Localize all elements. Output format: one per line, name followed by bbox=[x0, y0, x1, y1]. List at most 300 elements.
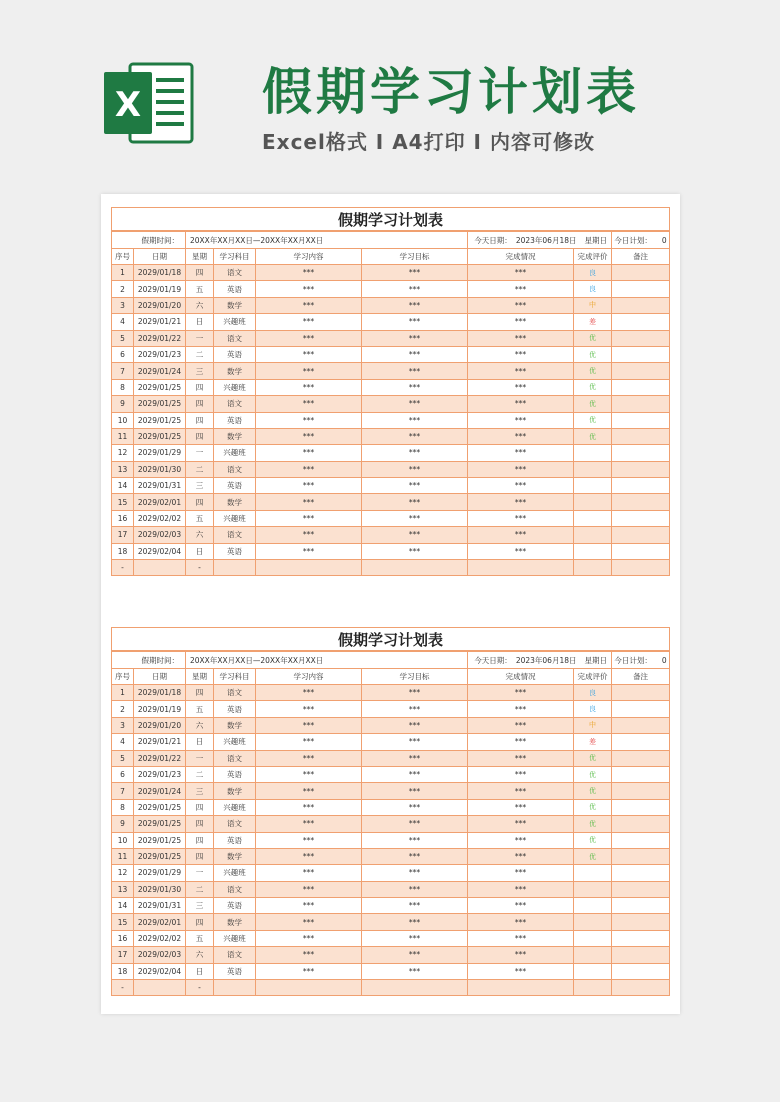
cell-date: 2029/01/21 bbox=[134, 314, 186, 330]
cell-weekday: 二 bbox=[186, 766, 214, 782]
cell-goal: *** bbox=[362, 281, 468, 297]
cell-goal: *** bbox=[362, 848, 468, 864]
table-row bbox=[112, 930, 670, 946]
cell-note bbox=[612, 379, 670, 395]
today-plan-label: 今日计划： bbox=[614, 235, 652, 245]
cell-seq: 2 bbox=[112, 701, 134, 717]
page-subtitle: Excel格式 I A4打印 I 内容可修改 bbox=[262, 130, 595, 154]
cell-goal: *** bbox=[362, 346, 468, 362]
cell-note bbox=[612, 816, 670, 832]
cell-weekday: 六 bbox=[186, 717, 214, 733]
table-row bbox=[112, 297, 670, 313]
cell-seq: 18 bbox=[112, 543, 134, 559]
cell-date: 2029/01/20 bbox=[134, 717, 186, 733]
cell-subject: 兴趣班 bbox=[214, 734, 256, 750]
cell-weekday: 一 bbox=[186, 750, 214, 766]
cell-content: *** bbox=[256, 750, 362, 766]
cell-date: 2029/02/02 bbox=[134, 510, 186, 526]
cell-status: *** bbox=[468, 428, 574, 444]
cell-weekday: 三 bbox=[186, 363, 214, 379]
cell-weekday: 六 bbox=[186, 947, 214, 963]
cell-weekday: - bbox=[186, 560, 214, 576]
cell-status: *** bbox=[468, 363, 574, 379]
cell-seq: 16 bbox=[112, 510, 134, 526]
cell-content: *** bbox=[256, 543, 362, 559]
cell-subject: 兴趣班 bbox=[214, 930, 256, 946]
cell-goal: *** bbox=[362, 947, 468, 963]
cell-date: 2029/01/24 bbox=[134, 783, 186, 799]
cell-date: 2029/01/29 bbox=[134, 445, 186, 461]
table-row bbox=[112, 445, 670, 461]
cell-rating: 优 bbox=[574, 330, 612, 346]
table-row bbox=[112, 560, 670, 576]
cell-rating bbox=[574, 478, 612, 494]
cell-date: 2029/01/23 bbox=[134, 346, 186, 362]
cell-note bbox=[612, 963, 670, 979]
table-row bbox=[112, 510, 670, 526]
cell-subject: 语文 bbox=[214, 947, 256, 963]
cell-weekday: 四 bbox=[186, 494, 214, 510]
cell-goal: *** bbox=[362, 685, 468, 701]
cell-weekday: 三 bbox=[186, 783, 214, 799]
cell-status bbox=[468, 560, 574, 576]
cell-seq: 17 bbox=[112, 947, 134, 963]
cell-content: *** bbox=[256, 717, 362, 733]
cell-status: *** bbox=[468, 281, 574, 297]
cell-subject: 兴趣班 bbox=[214, 445, 256, 461]
cell-seq: 6 bbox=[112, 346, 134, 362]
cell-subject: 英语 bbox=[214, 832, 256, 848]
table-row bbox=[112, 881, 670, 897]
cell-date: 2029/01/23 bbox=[134, 766, 186, 782]
cell-note bbox=[612, 701, 670, 717]
cell-date: 2029/01/29 bbox=[134, 865, 186, 881]
cell-seq: 13 bbox=[112, 461, 134, 477]
column-header-subject: 学习科目 bbox=[214, 669, 256, 685]
cell-date: 2029/02/04 bbox=[134, 963, 186, 979]
cell-seq: 18 bbox=[112, 963, 134, 979]
cell-seq: 3 bbox=[112, 717, 134, 733]
cell-status: *** bbox=[468, 947, 574, 963]
cell-status: *** bbox=[468, 963, 574, 979]
table-row bbox=[112, 832, 670, 848]
cell-weekday: 四 bbox=[186, 816, 214, 832]
cell-goal: *** bbox=[362, 914, 468, 930]
cell-rating bbox=[574, 963, 612, 979]
cell-goal: *** bbox=[362, 832, 468, 848]
cell-rating bbox=[574, 527, 612, 543]
cell-rating: 优 bbox=[574, 750, 612, 766]
cell-seq: 10 bbox=[112, 832, 134, 848]
cell-subject: 英语 bbox=[214, 412, 256, 428]
excel-logo-icon bbox=[100, 58, 196, 148]
table-row bbox=[112, 750, 670, 766]
cell-note bbox=[612, 314, 670, 330]
cell-goal: *** bbox=[362, 363, 468, 379]
column-header-goal: 学习目标 bbox=[362, 669, 468, 685]
cell-goal: *** bbox=[362, 881, 468, 897]
cell-weekday: 四 bbox=[186, 914, 214, 930]
cell-goal: *** bbox=[362, 445, 468, 461]
cell-content: *** bbox=[256, 799, 362, 815]
cell-note bbox=[612, 510, 670, 526]
cell-status bbox=[468, 980, 574, 996]
cell-goal: *** bbox=[362, 314, 468, 330]
column-header-subject: 学习科目 bbox=[214, 249, 256, 265]
table-row bbox=[112, 527, 670, 543]
cell-goal: *** bbox=[362, 783, 468, 799]
today-label: 今天日期： bbox=[474, 235, 512, 245]
table-row bbox=[112, 734, 670, 750]
cell-status: *** bbox=[468, 379, 574, 395]
cell-weekday: 五 bbox=[186, 930, 214, 946]
cell-seq: 8 bbox=[112, 799, 134, 815]
cell-note bbox=[612, 914, 670, 930]
cell-content: *** bbox=[256, 478, 362, 494]
cell-note bbox=[612, 930, 670, 946]
cell-goal: *** bbox=[362, 510, 468, 526]
cell-subject: 语文 bbox=[214, 750, 256, 766]
column-header-seq: 序号 bbox=[112, 249, 134, 265]
cell-status: *** bbox=[468, 701, 574, 717]
cell-weekday: 四 bbox=[186, 412, 214, 428]
cell-goal: *** bbox=[362, 717, 468, 733]
plan-sheet-2 bbox=[111, 627, 669, 996]
cell-content: *** bbox=[256, 734, 362, 750]
cell-weekday: 五 bbox=[186, 510, 214, 526]
cell-content: *** bbox=[256, 445, 362, 461]
cell-goal: *** bbox=[362, 330, 468, 346]
cell-weekday: 三 bbox=[186, 478, 214, 494]
cell-rating bbox=[574, 494, 612, 510]
cell-subject: 兴趣班 bbox=[214, 379, 256, 395]
cell-rating: 中 bbox=[574, 297, 612, 313]
cell-seq: 5 bbox=[112, 330, 134, 346]
today-plan-cell bbox=[612, 651, 670, 669]
cell-goal: *** bbox=[362, 412, 468, 428]
cell-note bbox=[612, 766, 670, 782]
cell-content: *** bbox=[256, 766, 362, 782]
cell-content: *** bbox=[256, 783, 362, 799]
cell-weekday: 一 bbox=[186, 330, 214, 346]
cell-content: *** bbox=[256, 494, 362, 510]
cell-content: *** bbox=[256, 297, 362, 313]
column-header-note: 备注 bbox=[612, 669, 670, 685]
cell-weekday: 五 bbox=[186, 701, 214, 717]
table-row bbox=[112, 478, 670, 494]
cell-goal: *** bbox=[362, 494, 468, 510]
cell-seq: 8 bbox=[112, 379, 134, 395]
cell-date: 2029/01/25 bbox=[134, 848, 186, 864]
cell-note bbox=[612, 881, 670, 897]
logo-letter: X bbox=[114, 85, 142, 125]
today-plan-value: 0 bbox=[661, 655, 667, 665]
table-row bbox=[112, 898, 670, 914]
column-header-rating: 完成评价 bbox=[574, 669, 612, 685]
cell-status: *** bbox=[468, 848, 574, 864]
cell-subject: 数学 bbox=[214, 428, 256, 444]
cell-rating: 良 bbox=[574, 685, 612, 701]
cell-subject: 兴趣班 bbox=[214, 314, 256, 330]
cell-goal: *** bbox=[362, 461, 468, 477]
cell-weekday: 日 bbox=[186, 314, 214, 330]
cell-subject: 语文 bbox=[214, 685, 256, 701]
cell-status: *** bbox=[468, 396, 574, 412]
cell-rating bbox=[574, 445, 612, 461]
table-row bbox=[112, 461, 670, 477]
column-header-seq: 序号 bbox=[112, 669, 134, 685]
cell-status: *** bbox=[468, 685, 574, 701]
cell-note bbox=[612, 297, 670, 313]
cell-content bbox=[256, 560, 362, 576]
cell-seq: 11 bbox=[112, 848, 134, 864]
cell-rating: 优 bbox=[574, 848, 612, 864]
cell-seq: 14 bbox=[112, 898, 134, 914]
cell-seq: 7 bbox=[112, 363, 134, 379]
cell-goal bbox=[362, 560, 468, 576]
column-header-note: 备注 bbox=[612, 249, 670, 265]
cell-goal: *** bbox=[362, 379, 468, 395]
cell-content: *** bbox=[256, 330, 362, 346]
table-row bbox=[112, 314, 670, 330]
cell-note bbox=[612, 412, 670, 428]
cell-date: 2029/02/02 bbox=[134, 930, 186, 946]
today-value: 2023年06月18日 bbox=[515, 235, 577, 245]
cell-weekday: 六 bbox=[186, 297, 214, 313]
cell-status: *** bbox=[468, 832, 574, 848]
cell-content: *** bbox=[256, 701, 362, 717]
cell-seq: 17 bbox=[112, 527, 134, 543]
cell-note bbox=[612, 865, 670, 881]
today-plan-label: 今日计划： bbox=[614, 655, 652, 665]
cell-content: *** bbox=[256, 346, 362, 362]
cell-weekday: 一 bbox=[186, 865, 214, 881]
today-date-cell bbox=[468, 651, 612, 669]
cell-rating: 差 bbox=[574, 734, 612, 750]
column-header-goal: 学习目标 bbox=[362, 249, 468, 265]
cell-rating: 中 bbox=[574, 717, 612, 733]
cell-status: *** bbox=[468, 346, 574, 362]
cell-goal: *** bbox=[362, 799, 468, 815]
cell-status: *** bbox=[468, 478, 574, 494]
today-date-cell bbox=[468, 231, 612, 249]
cell-seq: 3 bbox=[112, 297, 134, 313]
cell-subject: 英语 bbox=[214, 963, 256, 979]
cell-content: *** bbox=[256, 848, 362, 864]
cell-status: *** bbox=[468, 461, 574, 477]
cell-date: 2029/01/22 bbox=[134, 330, 186, 346]
cell-content: *** bbox=[256, 881, 362, 897]
table-row bbox=[112, 947, 670, 963]
weekday-value: 星期日 bbox=[584, 655, 607, 665]
cell-rating: 优 bbox=[574, 799, 612, 815]
cell-content: *** bbox=[256, 379, 362, 395]
banner-header bbox=[0, 0, 780, 190]
cell-subject: 数学 bbox=[214, 914, 256, 930]
cell-seq: - bbox=[112, 560, 134, 576]
cell-content: *** bbox=[256, 412, 362, 428]
cell-rating: 差 bbox=[574, 314, 612, 330]
cell-rating bbox=[574, 560, 612, 576]
cell-status: *** bbox=[468, 543, 574, 559]
cell-content: *** bbox=[256, 914, 362, 930]
cell-seq: 6 bbox=[112, 766, 134, 782]
table-row bbox=[112, 865, 670, 881]
cell-subject: 语文 bbox=[214, 330, 256, 346]
today-plan-value: 0 bbox=[661, 235, 667, 245]
cell-weekday: 四 bbox=[186, 379, 214, 395]
cell-date: 2029/01/25 bbox=[134, 396, 186, 412]
cell-status: *** bbox=[468, 898, 574, 914]
cell-date: 2029/01/19 bbox=[134, 701, 186, 717]
cell-seq: 10 bbox=[112, 412, 134, 428]
cell-status: *** bbox=[468, 750, 574, 766]
cell-rating bbox=[574, 930, 612, 946]
cell-note bbox=[612, 734, 670, 750]
cell-date: 2029/01/18 bbox=[134, 265, 186, 281]
sheet-title: 假期学习计划表 bbox=[112, 208, 670, 232]
cell-status: *** bbox=[468, 914, 574, 930]
cell-weekday: 四 bbox=[186, 265, 214, 281]
cell-seq: 1 bbox=[112, 265, 134, 281]
page-title: 假期学习计划表 bbox=[262, 63, 640, 121]
cell-rating bbox=[574, 461, 612, 477]
weekday-value: 星期日 bbox=[584, 235, 607, 245]
cell-content: *** bbox=[256, 816, 362, 832]
cell-rating: 优 bbox=[574, 346, 612, 362]
cell-date: 2029/01/25 bbox=[134, 799, 186, 815]
cell-status: *** bbox=[468, 445, 574, 461]
table-row bbox=[112, 396, 670, 412]
cell-rating bbox=[574, 543, 612, 559]
cell-content: *** bbox=[256, 363, 362, 379]
cell-goal: *** bbox=[362, 865, 468, 881]
cell-rating: 优 bbox=[574, 363, 612, 379]
cell-rating: 良 bbox=[574, 281, 612, 297]
cell-status: *** bbox=[468, 865, 574, 881]
cell-status: *** bbox=[468, 510, 574, 526]
cell-rating bbox=[574, 865, 612, 881]
cell-note bbox=[612, 494, 670, 510]
cell-weekday: 日 bbox=[186, 543, 214, 559]
cell-note bbox=[612, 396, 670, 412]
cell-note bbox=[612, 428, 670, 444]
cell-date: 2029/01/25 bbox=[134, 832, 186, 848]
cell-weekday: 四 bbox=[186, 848, 214, 864]
table-row bbox=[112, 281, 670, 297]
cell-weekday: 一 bbox=[186, 445, 214, 461]
cell-subject: 语文 bbox=[214, 265, 256, 281]
cell-subject: 语文 bbox=[214, 461, 256, 477]
cell-rating: 优 bbox=[574, 396, 612, 412]
cell-goal: *** bbox=[362, 297, 468, 313]
cell-weekday: 日 bbox=[186, 963, 214, 979]
table-row bbox=[112, 379, 670, 395]
cell-content: *** bbox=[256, 947, 362, 963]
table-row bbox=[112, 412, 670, 428]
cell-seq: 15 bbox=[112, 914, 134, 930]
cell-date: 2029/01/25 bbox=[134, 379, 186, 395]
cell-subject: 语文 bbox=[214, 527, 256, 543]
column-header-content: 学习内容 bbox=[256, 249, 362, 265]
table-row bbox=[112, 914, 670, 930]
cell-subject: 兴趣班 bbox=[214, 865, 256, 881]
cell-status: *** bbox=[468, 717, 574, 733]
cell-goal: *** bbox=[362, 396, 468, 412]
cell-note bbox=[612, 445, 670, 461]
cell-goal: *** bbox=[362, 750, 468, 766]
cell-weekday: 二 bbox=[186, 346, 214, 362]
cell-seq: 5 bbox=[112, 750, 134, 766]
sheet-title: 假期学习计划表 bbox=[112, 628, 670, 652]
cell-seq: 11 bbox=[112, 428, 134, 444]
cell-seq: 14 bbox=[112, 478, 134, 494]
cell-date: 2029/01/30 bbox=[134, 881, 186, 897]
cell-status: *** bbox=[468, 314, 574, 330]
cell-rating bbox=[574, 881, 612, 897]
plan-sheet-1 bbox=[111, 207, 669, 576]
cell-subject: 语文 bbox=[214, 881, 256, 897]
cell-goal: *** bbox=[362, 816, 468, 832]
cell-note bbox=[612, 478, 670, 494]
cell-note bbox=[612, 750, 670, 766]
cell-goal: *** bbox=[362, 543, 468, 559]
cell-weekday: 四 bbox=[186, 685, 214, 701]
cell-rating: 优 bbox=[574, 428, 612, 444]
today-plan-cell bbox=[612, 231, 670, 249]
cell-subject bbox=[214, 560, 256, 576]
cell-note bbox=[612, 363, 670, 379]
cell-seq: 2 bbox=[112, 281, 134, 297]
cell-subject: 兴趣班 bbox=[214, 510, 256, 526]
period-label: 假期时间： bbox=[112, 651, 186, 669]
cell-subject: 英语 bbox=[214, 898, 256, 914]
cell-goal: *** bbox=[362, 963, 468, 979]
cell-seq: 9 bbox=[112, 816, 134, 832]
cell-rating: 优 bbox=[574, 816, 612, 832]
cell-goal: *** bbox=[362, 898, 468, 914]
cell-content: *** bbox=[256, 314, 362, 330]
cell-note bbox=[612, 265, 670, 281]
cell-seq: 15 bbox=[112, 494, 134, 510]
cell-content: *** bbox=[256, 685, 362, 701]
table-row bbox=[112, 543, 670, 559]
cell-weekday: 四 bbox=[186, 396, 214, 412]
cell-subject: 语文 bbox=[214, 816, 256, 832]
cell-date: 2029/01/21 bbox=[134, 734, 186, 750]
column-header-status: 完成情况 bbox=[468, 249, 574, 265]
cell-weekday: 三 bbox=[186, 898, 214, 914]
column-header-weekday: 星期 bbox=[186, 249, 214, 265]
cell-content: *** bbox=[256, 428, 362, 444]
column-header-content: 学习内容 bbox=[256, 669, 362, 685]
cell-note bbox=[612, 346, 670, 362]
cell-date: 2029/02/03 bbox=[134, 527, 186, 543]
cell-content bbox=[256, 980, 362, 996]
cell-subject: 语文 bbox=[214, 396, 256, 412]
cell-rating bbox=[574, 980, 612, 996]
cell-subject: 数学 bbox=[214, 783, 256, 799]
table-row bbox=[112, 363, 670, 379]
cell-weekday: 日 bbox=[186, 734, 214, 750]
cell-subject: 英语 bbox=[214, 346, 256, 362]
cell-date: 2029/01/19 bbox=[134, 281, 186, 297]
table-row bbox=[112, 494, 670, 510]
cell-weekday: 四 bbox=[186, 799, 214, 815]
cell-weekday: 二 bbox=[186, 461, 214, 477]
cell-seq: 7 bbox=[112, 783, 134, 799]
cell-status: *** bbox=[468, 881, 574, 897]
